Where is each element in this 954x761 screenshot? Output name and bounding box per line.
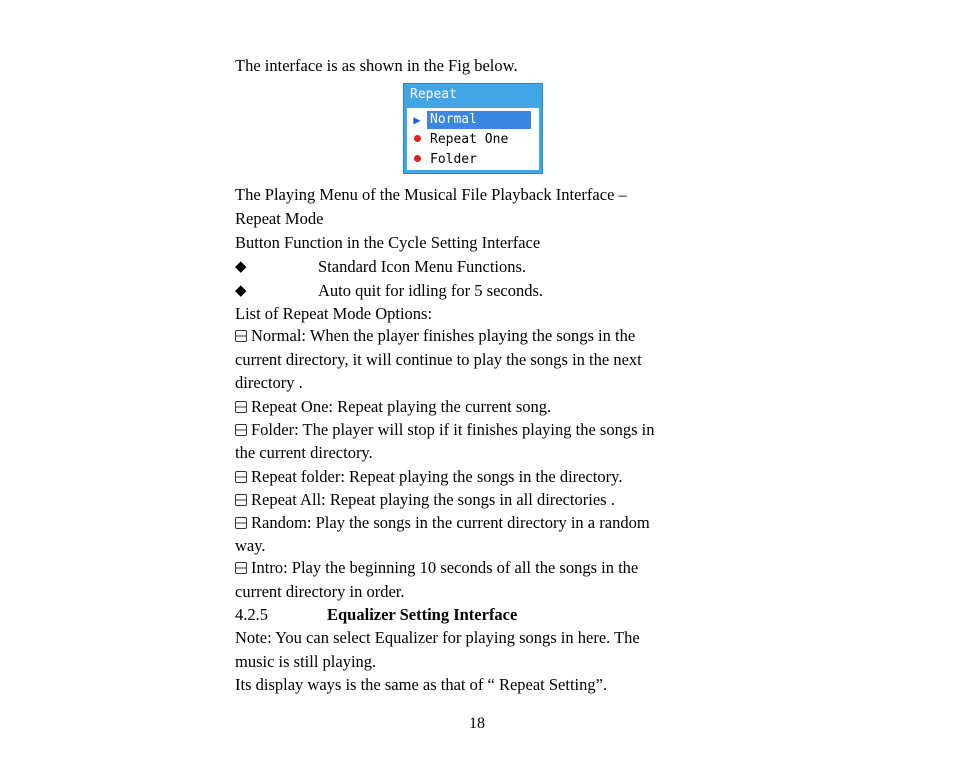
option-text: Repeat One: Repeat playing the current song. bbox=[251, 397, 552, 416]
bullet-text: Auto quit for idling for 5 seconds. bbox=[318, 281, 544, 300]
repeat-options-list bbox=[407, 108, 539, 170]
option-random bbox=[235, 513, 650, 533]
option-text: Repeat folder: Repeat playing the songs in the directory. bbox=[251, 467, 623, 486]
menu-item-normal bbox=[407, 110, 539, 130]
option-folder bbox=[235, 420, 654, 440]
diamond-bullet-icon: ◆ bbox=[235, 259, 247, 275]
play-arrow-icon: ▶ bbox=[413, 113, 421, 127]
list-heading: List of Repeat Mode Options: bbox=[235, 304, 433, 323]
note-line-2: music is still playing. bbox=[235, 652, 377, 671]
option-repeat-all bbox=[235, 490, 615, 510]
option-text: Intro: Play the beginning 10 seconds of all the songs in the bbox=[251, 558, 639, 577]
option-text: Folder: The player will stop if it finishes playing the songs in bbox=[251, 420, 655, 439]
diamond-bullet-icon: ◆ bbox=[235, 283, 247, 299]
intro-mode-icon bbox=[235, 562, 247, 574]
repeat-one-icon bbox=[235, 401, 247, 413]
intro-text: The interface is as shown in the Fig below. bbox=[235, 56, 518, 75]
option-intro bbox=[235, 558, 638, 578]
bullet-text: Standard Icon Menu Functions. bbox=[318, 257, 527, 276]
menu-item-repeat-one bbox=[407, 130, 539, 150]
section-number: 4.2.5 bbox=[235, 605, 268, 624]
repeat-folder-icon bbox=[235, 471, 247, 483]
bullet-item bbox=[235, 257, 735, 277]
note-line-1: Note: You can select Equalizer for playing songs in here. The bbox=[235, 628, 640, 647]
option-repeat-one bbox=[235, 397, 551, 417]
section-heading bbox=[235, 605, 517, 625]
red-dot-icon bbox=[410, 150, 424, 170]
normal-mode-icon bbox=[235, 330, 247, 342]
caption-line-1: The Playing Menu of the Musical File Playback Interface – bbox=[235, 185, 627, 204]
screen-title: Repeat bbox=[410, 87, 457, 102]
page-number: 18 bbox=[469, 715, 485, 732]
folder-mode-icon bbox=[235, 424, 247, 436]
repeat-menu-screenshot bbox=[403, 83, 543, 174]
section-title: Equalizer Setting Interface bbox=[327, 605, 518, 624]
menu-item-label: Folder bbox=[430, 152, 477, 167]
menu-item-label: Normal bbox=[427, 111, 531, 129]
menu-item-label: Repeat One bbox=[430, 132, 509, 147]
bullet-item bbox=[235, 281, 735, 301]
button-function-heading: Button Function in the Cycle Setting Interface bbox=[235, 233, 541, 252]
option-text: Repeat All: Repeat playing the songs in all directories . bbox=[251, 490, 615, 509]
caption-line-2: Repeat Mode bbox=[235, 209, 324, 228]
repeat-all-icon bbox=[235, 494, 247, 506]
red-dot-icon bbox=[410, 130, 424, 150]
option-random-cont: way. bbox=[235, 536, 266, 555]
option-text: Normal: When the player finishes playing the songs in the bbox=[251, 326, 636, 345]
option-normal bbox=[235, 326, 635, 346]
random-mode-icon bbox=[235, 517, 247, 529]
display-line: Its display ways is the same as that of “ Repeat Setting”. bbox=[235, 675, 608, 694]
option-normal-cont: directory . bbox=[235, 373, 303, 392]
option-text: Random: Play the songs in the current directory in a random bbox=[251, 513, 650, 532]
option-repeat-folder bbox=[235, 467, 622, 487]
option-normal-cont: current directory, it will continue to play the songs in the next bbox=[235, 350, 642, 369]
option-intro-cont: current directory in order. bbox=[235, 582, 405, 601]
option-folder-cont: the current directory. bbox=[235, 443, 373, 462]
menu-item-folder bbox=[407, 150, 539, 170]
